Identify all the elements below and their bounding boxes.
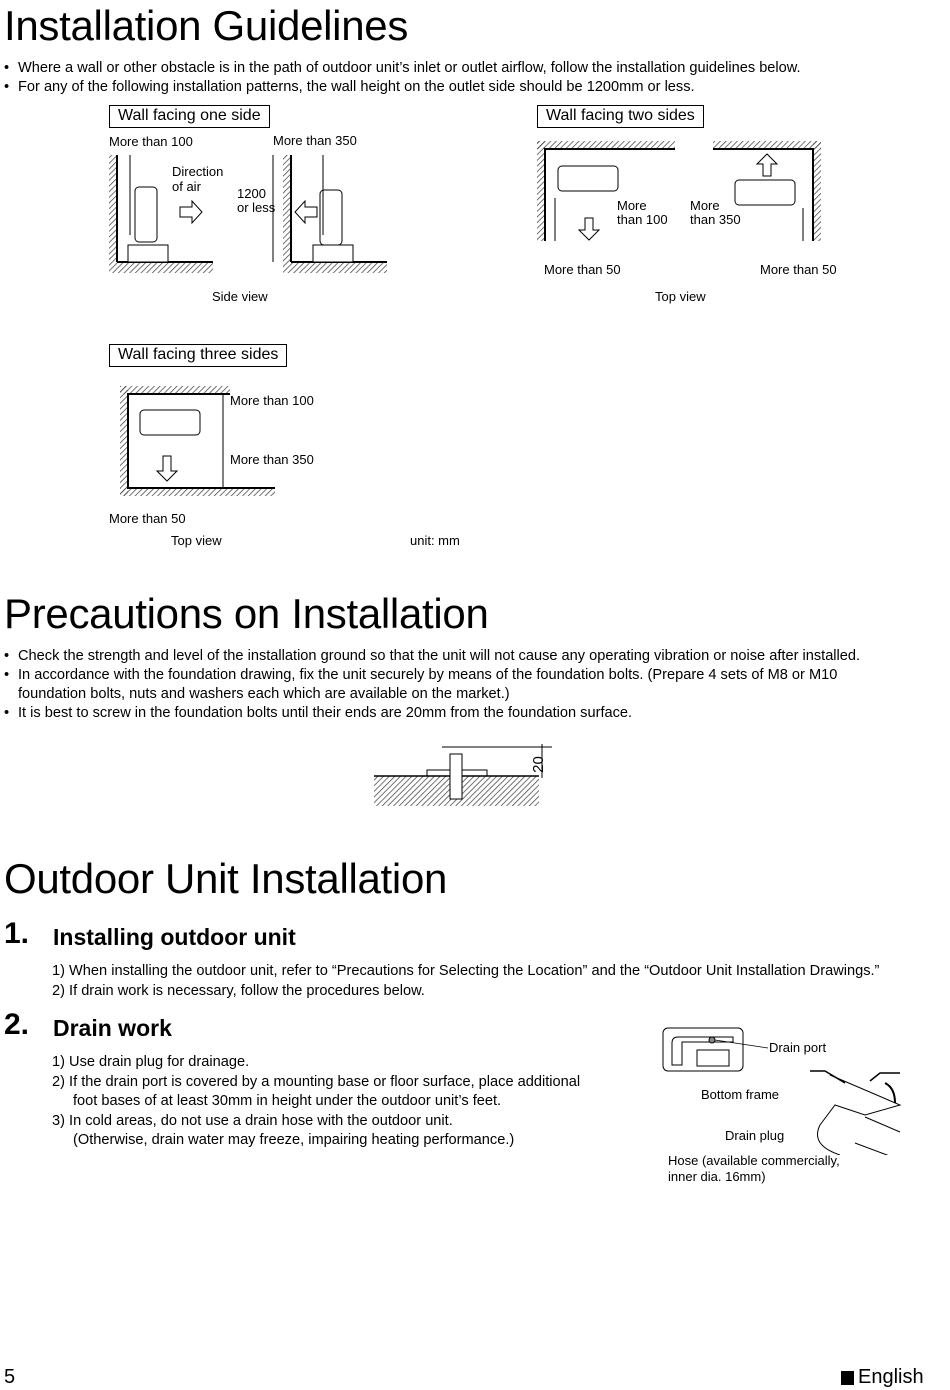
bullet: • Where a wall or other obstacle is in the path of outdoor unit’s inlet or outlet airflow, follow the installation guidelines below.	[4, 59, 801, 78]
step-title: Installing outdoor unit	[53, 924, 296, 950]
dim-label: Direction	[172, 164, 224, 179]
view-caption: Top view	[655, 289, 706, 304]
bullet: • It is best to screw in the foundation bolts until their ends are 20mm from the foundation surface.	[4, 704, 908, 723]
bolt-dimension: 20	[529, 756, 547, 773]
foundation-bolt-diagram	[372, 742, 564, 808]
language-label: English	[858, 1366, 924, 1388]
bullet: • In accordance with the foundation drawing, fix the unit securely by means of the foundation bolts. (Prepare 4 sets of M8 or M10 foundation bolts, nuts and washers each which are available on the market.)	[4, 666, 908, 704]
view-caption: Side view	[212, 289, 268, 304]
dim-label: than 350	[690, 212, 741, 227]
dim-label: More than 100	[109, 134, 193, 149]
dim-label: More than 50	[544, 262, 621, 277]
bullet: • Check the strength and level of the installation ground so that the unit will not cause any operating vibration or noise after installed.	[4, 647, 908, 666]
unit-note: unit: mm	[410, 533, 460, 548]
dim-label: than 100	[617, 212, 668, 227]
dim-label: More	[617, 198, 647, 213]
view-caption: Top view	[171, 533, 222, 548]
section-title-installation-guidelines: Installation Guidelines	[4, 2, 409, 49]
list-item: 2) If drain work is necessary, follow the procedures below.	[52, 982, 425, 999]
guideline-bullets	[4, 59, 801, 97]
dim-label: More than 50	[760, 262, 837, 277]
diagram-title-three-sides: Wall facing three sides	[109, 344, 287, 367]
list-item: foot bases of at least 30mm in height under the outdoor unit’s feet.	[73, 1093, 502, 1109]
dim-label: More than 100	[230, 393, 314, 408]
step2-list	[52, 1053, 580, 1151]
list-item: 1) Use drain plug for drainage.	[52, 1054, 250, 1070]
list-item: 1) When installing the outdoor unit, refer to “Precautions for Selecting the Location” and the “Outdoor Unit Installation Drawings.”	[52, 963, 880, 979]
figure-label: Bottom frame	[701, 1087, 780, 1102]
dim-label: More than 50	[109, 511, 186, 526]
step-title: Drain work	[53, 1015, 172, 1041]
figure-label: Hose (available commercially,	[668, 1153, 840, 1168]
diagram-title-one-side: Wall facing one side	[109, 105, 270, 128]
dim-label: More than 350	[230, 452, 314, 467]
figure-label: Drain port	[769, 1040, 827, 1055]
two-sides-diagram	[525, 138, 835, 248]
dim-label: or less	[237, 200, 276, 215]
step-number: 1.	[4, 917, 30, 950]
diagram-title-two-sides: Wall facing two sides	[537, 105, 704, 128]
figure-label: inner dia. 16mm)	[668, 1169, 766, 1184]
list-item: (Otherwise, drain water may freeze, impairing heating performance.)	[73, 1132, 515, 1148]
dim-label: More than 350	[273, 133, 357, 148]
bullet: • For any of the following installation patterns, the wall height on the outlet side should be 1200mm or less.	[4, 78, 801, 97]
dim-label: 1200	[237, 186, 266, 201]
figure-label: Drain plug	[725, 1128, 785, 1143]
list-item: 2) If the drain port is covered by a mounting base or floor surface, place additional	[52, 1073, 581, 1090]
list-item: 3) In cold areas, do not use a drain hose with the outdoor unit.	[52, 1112, 453, 1129]
precaution-bullets	[4, 647, 908, 723]
step-number: 2.	[4, 1008, 30, 1041]
dim-label: of air	[172, 179, 201, 194]
step1-list	[52, 962, 879, 1001]
section-title-outdoor-unit: Outdoor Unit Installation	[4, 855, 448, 902]
dim-label: More	[690, 198, 720, 213]
page-number: 5	[4, 1366, 16, 1388]
square-icon	[841, 1371, 854, 1385]
section-title-precautions: Precautions on Installation	[4, 590, 489, 637]
